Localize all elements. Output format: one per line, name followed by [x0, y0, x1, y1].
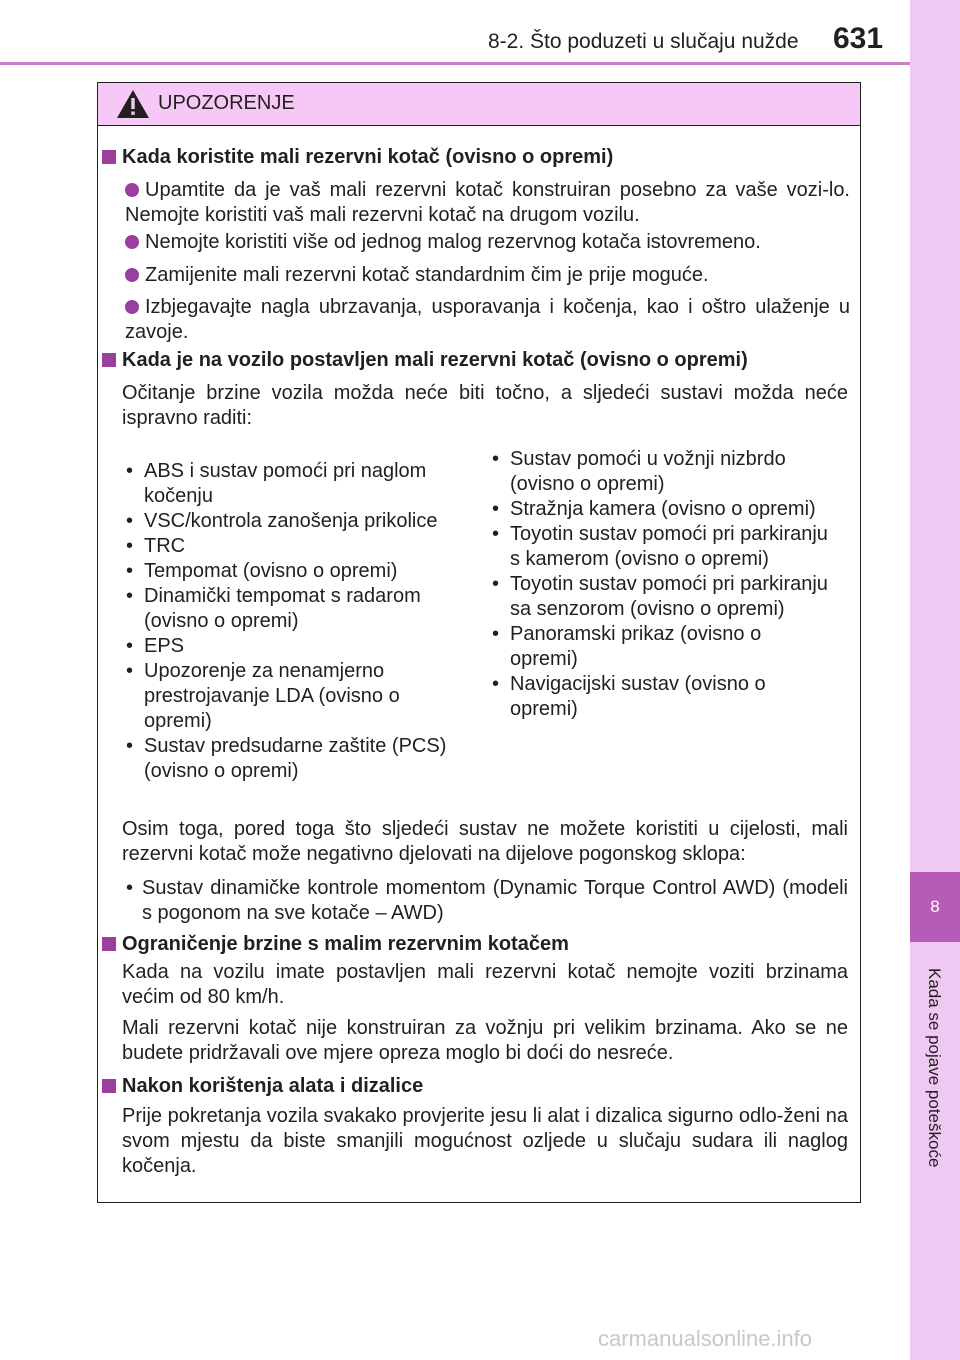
header-rule	[0, 62, 910, 65]
square-bullet-icon	[102, 937, 116, 951]
section-heading: Kada je na vozilo postavljen mali rezervni kotač (ovisno o opremi)	[102, 348, 748, 373]
list-item: • Sustav predsudarne zaštite (PCS) (ovisno o opremi)	[122, 734, 467, 784]
systems-list-right	[488, 447, 828, 722]
list-item: • Toyotin sustav pomoći pri parkiranju s kamerom (ovisno o opremi)	[488, 522, 828, 572]
section-title: 8-2. Što poduzeti u slučaju nužde	[488, 30, 799, 53]
list-item: Nemojte koristiti više od jednog malog rezervnog kotača istovremeno.	[125, 230, 850, 255]
list-item: • Sustav pomoći u vožnji nizbrdo (ovisno o opremi)	[488, 447, 828, 497]
paragraph: Prije pokretanja vozila svakako provjerite jesu li alat i dizalica sigurno odlo-ženi na svom mjestu da biste smanjili mogućnost ozljede u slučaju sudara ili naglog kočenja.	[122, 1105, 848, 1177]
list-item: • Stražnja kamera (ovisno o opremi)	[488, 497, 828, 522]
list-item: • Panoramski prikaz (ovisno o opremi)	[488, 622, 828, 672]
list-item: • TRC	[122, 534, 467, 559]
round-bullet-icon	[125, 268, 139, 282]
section-heading: Kada koristite mali rezervni kotač (ovisno o opremi)	[102, 145, 613, 170]
paragraph: Osim toga, pored toga što sljedeći sustav ne možete koristiti u cijelosti, mali rezervni kotač može negativno djelovati na dijelove pogonskog sklopa:	[122, 818, 848, 865]
square-bullet-icon	[102, 150, 116, 164]
systems-list-left	[122, 459, 467, 784]
list-item: • Toyotin sustav pomoći pri parkiranju sa senzorom (ovisno o opremi)	[488, 572, 828, 622]
square-bullet-icon	[102, 353, 116, 367]
round-bullet-icon	[125, 300, 139, 314]
list-item: • Navigacijski sustav (ovisno o opremi)	[488, 672, 828, 722]
list-item: • EPS	[122, 634, 467, 659]
paragraph: Mali rezervni kotač nije konstruiran za vožnju pri velikim brzinama. Ako se ne budete pridržavali ove mjere opreza moglo bi doći do nesreće.	[122, 1017, 848, 1064]
watermark: carmanualsonline.info	[598, 1326, 813, 1351]
section-heading: Ograničenje brzine s malim rezervnim kotačem	[102, 932, 569, 957]
warning-box	[97, 82, 861, 1203]
list-item: • Upozorenje za nenamjerno prestrojavanje LDA (ovisno o opremi)	[122, 659, 467, 734]
chapter-number: 8	[910, 872, 960, 942]
list-item: • ABS i sustav pomoći pri naglom kočenju	[122, 459, 467, 509]
list-item: Zamijenite mali rezervni kotač standardnim čim je prije moguće.	[125, 263, 850, 288]
paragraph: Kada na vozilu imate postavljen mali rezervni kotač nemojte voziti brzinama većim od 80 km/h.	[122, 961, 848, 1008]
list-item: Upamtite da je vaš mali rezervni kotač konstruiran posebno za vaše vozi-lo. Nemojte koristiti vaš mali rezervni kotač na drugom vozilu.	[125, 179, 850, 226]
warning-title: UPOZORENJE	[158, 92, 295, 114]
list-item: Izbjegavajte nagla ubrzavanja, usporavanja i kočenja, kao i oštro ulaženje u zavoje.	[125, 296, 850, 343]
list-item: • VSC/kontrola zanošenja prikolice	[122, 509, 467, 534]
chapter-label-wrap	[910, 950, 960, 1220]
warning-triangle-icon	[116, 88, 150, 120]
section-heading: Nakon korištenja alata i dizalice	[102, 1074, 423, 1099]
list-item: • Sustav dinamičke kontrole momentom (Dynamic Torque Control AWD) (modeli s pogonom na sve kotače – AWD)	[122, 876, 848, 926]
chapter-label: Kada se pojave poteškoće	[925, 968, 944, 1168]
paragraph: Očitanje brzine vozila možda neće biti točno, a sljedeći sustavi možda neće ispravno raditi:	[122, 382, 848, 429]
round-bullet-icon	[125, 235, 139, 249]
warning-header	[98, 83, 860, 126]
page-number: 631	[833, 22, 884, 55]
square-bullet-icon	[102, 1079, 116, 1093]
list-item: • Dinamički tempomat s radarom (ovisno o opremi)	[122, 584, 467, 634]
list-item: • Tempomat (ovisno o opremi)	[122, 559, 467, 584]
round-bullet-icon	[125, 183, 139, 197]
